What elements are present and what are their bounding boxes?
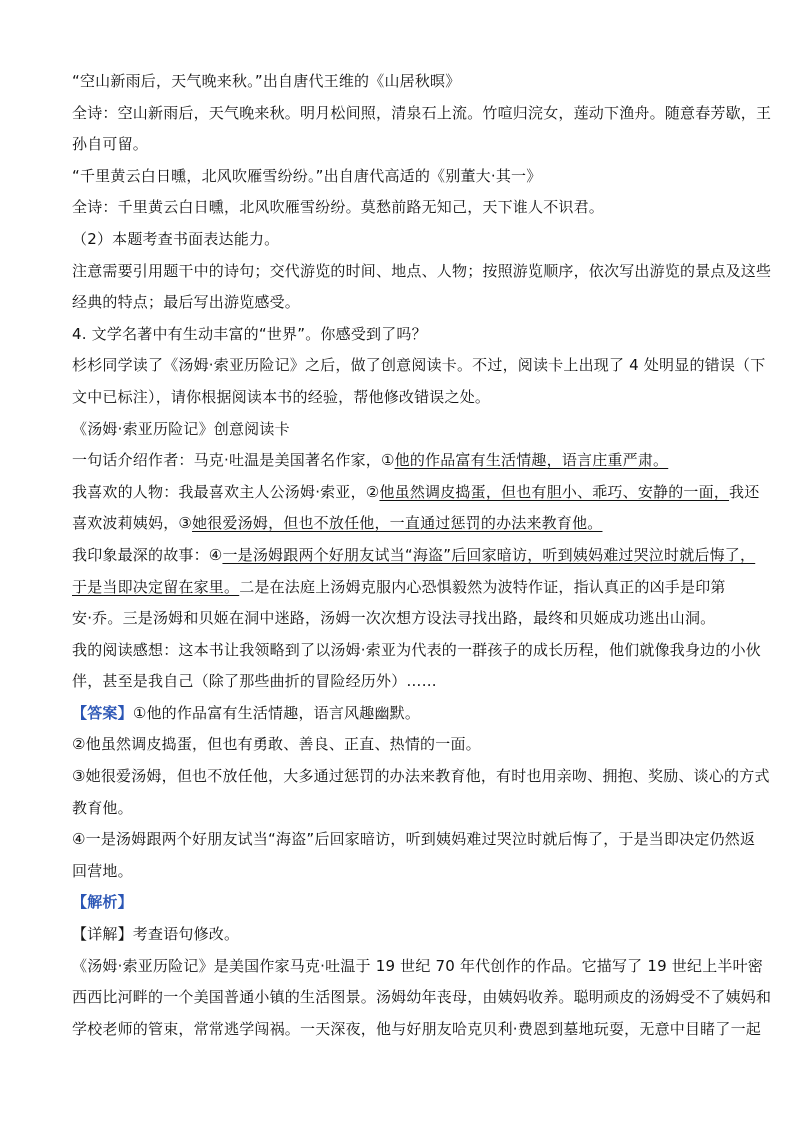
document-body — [72, 66, 772, 1045]
favorite-character-line — [72, 508, 724, 540]
text-line: “千里黄云白日曛，北风吹雁雪纷纷。”出自唐代高适的《别董大·其一》 — [72, 166, 542, 185]
answer-2: ②他虽然调皮捣蛋，但也有勇敢、善良、正直、热情的一面。 — [72, 735, 481, 754]
text-line: 经典的特点；最后写出游览感受。 — [72, 293, 301, 312]
answer-label: 【答案】 — [72, 703, 133, 722]
story-line — [72, 572, 724, 604]
analysis-text: 《汤姆·索亚历险记》是美国作家马克·吐温于 19 世纪 70 年代创作的作品。它描写了 19 世纪上半叶密 — [72, 956, 764, 975]
feeling-line: 伴，甚至是我自己（除了那些曲折的冒险经历外）…… — [72, 672, 437, 691]
analysis-text: 学校老师的管束，常常逃学闯祸。一天深夜，他与好朋友哈克贝利·费恩到墓地玩耍，无意中目睹了一起 — [72, 1019, 761, 1038]
answer-4-cont: 回营地。 — [72, 861, 133, 880]
author-intro-prefix: 一句话介绍作者：马克·吐温是美国著名作家，① — [72, 451, 395, 470]
story-prefix: 我印象最深的故事：④ — [72, 545, 223, 564]
text-line: 注意需要引用题干中的诗句；交代游览的时间、地点、人物；按照游览顺序，依次写出游览的景点及这些 — [72, 261, 772, 280]
detail-line: 【详解】考查语句修改。 — [72, 925, 240, 944]
author-intro-line — [72, 445, 724, 477]
feeling-line: 我的阅读感想：这本书让我领略到了以汤姆·索亚为代表的一群孩子的成长历程，他们就像我身边的小伙 — [72, 640, 761, 659]
text-line: 孙自可留。 — [72, 135, 149, 154]
answer-3: ③她很爱汤姆，但也不放任他，大多通过惩罚的办法来教育他，有时也用亲吻、拥抱、奖励、谈心的方式 — [72, 767, 770, 786]
story-rest: 二是在法庭上汤姆克服内心恐惧毅然为波特作证，指认真正的凶手是印第 — [239, 577, 726, 596]
text-line: 全诗：空山新雨后，天气晚来秋。明月松间照，清泉石上流。竹喧归浣女，莲动下渔舟。随意春芳歇，王 — [72, 103, 772, 122]
text-line: “空山新雨后，天气晚来秋。”出自唐代王维的《山居秋暝》 — [72, 72, 461, 90]
favorite-line2-prefix: 喜欢波莉姨妈，③ — [72, 514, 193, 533]
text-line: 杉杉同学读了《汤姆·索亚历险记》之后，做了创意阅读卡。不过，阅读卡上出现了 4 处明显的错误（下 — [72, 356, 766, 375]
text-line: 文中已标注），请你根据阅读本书的经验，帮他修改错误之处。 — [72, 387, 491, 406]
favorite-rest: 我还 — [729, 482, 760, 501]
analysis-text: 西西比河畔的一个美国普通小镇的生活图景。汤姆幼年丧母，由姨妈收养。聪明顽皮的汤姆受不了姨妈和 — [72, 988, 772, 1007]
answer-3-cont: 教育他。 — [72, 798, 133, 817]
answer-4: ④一是汤姆跟两个好朋友试当“海盗”后回家暗访，听到姨妈难过哭泣时就后悔了，于是当即决定仍然返 — [72, 830, 756, 849]
answer-1: ①他的作品富有生活情趣，语言风趣幽默。 — [132, 703, 421, 722]
error-2-underlined: 他虽然调皮捣蛋，但也有胆小、乖巧、安静的一面， — [379, 482, 730, 501]
text-line: （2）本题考查书面表达能力。 — [72, 229, 280, 248]
card-title: 《汤姆·索亚历险记》创意阅读卡 — [72, 419, 290, 438]
question-heading: 4. 文学名著中有生动丰富的“世界”。你感受到了吗？ — [72, 324, 427, 343]
analysis-label: 【解析】 — [72, 893, 133, 912]
text-line: 全诗：千里黄云白日曛，北风吹雁雪纷纷。莫愁前路无知己，天下谁人不识君。 — [72, 198, 605, 217]
error-4-underlined: 一是汤姆跟两个好朋友试当“海盗”后回家暗访，听到姨妈难过哭泣时就后悔了， — [222, 545, 756, 564]
answer-line — [72, 698, 724, 730]
error-4-underlined-cont: 于是当即决定留在家里。 — [72, 577, 240, 596]
favorite-character-line — [72, 477, 760, 509]
story-line: 安·乔。三是汤姆和贝姬在洞中迷路，汤姆一次次想方设法寻找出路，最终和贝姬成功逃出山洞。 — [72, 609, 716, 628]
favorite-prefix: 我喜欢的人物：我最喜欢主人公汤姆·索亚，② — [72, 482, 380, 501]
story-line — [72, 540, 756, 572]
error-3-underlined: 她很爱汤姆，但也不放任他，一直通过惩罚的办法来教育他。 — [192, 514, 603, 533]
analysis-line — [72, 887, 724, 919]
error-1-underlined: 他的作品富有生活情趣，语言庄重严肃。 — [394, 451, 669, 470]
